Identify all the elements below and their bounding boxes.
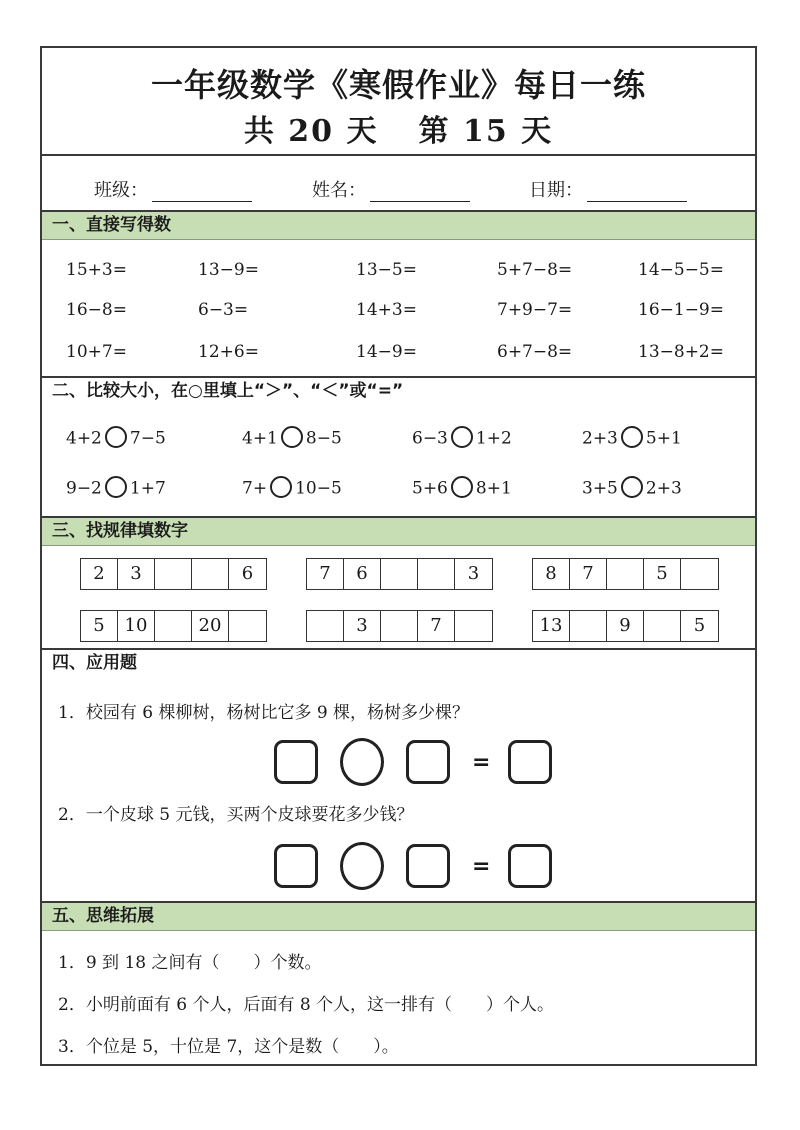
date-field[interactable] (529, 176, 687, 202)
pattern-cell[interactable]: 6 (344, 559, 381, 589)
name-blank[interactable] (370, 183, 470, 202)
pattern-cell[interactable] (570, 611, 607, 641)
pattern-cell[interactable] (192, 559, 229, 589)
arith-problem[interactable]: 13−8+2= (638, 342, 724, 362)
pattern-cell[interactable] (155, 559, 192, 589)
arith-problem[interactable]: 6+7−8= (497, 342, 573, 362)
comparison-item (66, 478, 166, 500)
right-expr: 5+1 (645, 428, 682, 449)
left-expr: 5+6 (412, 478, 448, 499)
class-label: 班级： (94, 180, 148, 201)
comparison-item (242, 478, 342, 500)
pattern-cell[interactable]: 5 (693, 615, 706, 636)
pattern-cell[interactable]: 8 (533, 559, 570, 589)
pattern-cell[interactable] (455, 611, 492, 641)
equals-sign: = (472, 853, 491, 879)
arith-problem[interactable]: 12+6= (198, 342, 259, 362)
word-problem-1: 1．校园有 6 棵柳树，杨树比它多 9 棵，杨树多少棵？ (58, 703, 470, 723)
total-days: 共 20 天 (243, 114, 379, 149)
result-box[interactable] (508, 844, 552, 888)
left-expr: 3+5 (582, 478, 618, 499)
compare-circle[interactable] (105, 426, 127, 448)
left-expr: 9−2 (66, 478, 102, 499)
compare-circle[interactable] (105, 476, 127, 498)
pattern-cell[interactable]: 7 (307, 559, 344, 589)
equation-template-1 (274, 738, 574, 786)
left-expr: 4+2 (66, 428, 102, 449)
student-info-row (42, 154, 755, 212)
comparison-item (242, 428, 342, 450)
answer-box[interactable] (274, 844, 318, 888)
pattern-cell[interactable]: 13 (533, 611, 570, 641)
pattern-cell[interactable]: 3 (467, 563, 480, 584)
compare-circle[interactable] (451, 476, 473, 498)
comparison-item (582, 478, 682, 500)
pattern-cell[interactable] (381, 559, 418, 589)
compare-circle[interactable] (621, 426, 643, 448)
operator-circle[interactable] (340, 738, 384, 786)
name-field[interactable] (312, 176, 470, 202)
section1-heading: 一、直接写得数 (42, 210, 755, 240)
date-label: 日期： (529, 180, 583, 201)
arith-problem[interactable]: 6−3= (198, 300, 249, 320)
arith-problem[interactable]: 14−9= (356, 342, 417, 362)
number-pattern (80, 558, 267, 590)
comparison-item (412, 478, 512, 500)
pattern-cell[interactable] (307, 611, 344, 641)
section4-heading: 四、应用题 (42, 648, 755, 678)
right-expr: 8−5 (305, 428, 342, 449)
comparison-item (412, 428, 512, 450)
right-expr: 2+3 (645, 478, 682, 499)
pattern-cell[interactable]: 2 (81, 559, 118, 589)
arith-problem[interactable]: 13−5= (356, 260, 417, 280)
arith-problem[interactable]: 14−5−5= (638, 260, 724, 280)
pattern-cell[interactable] (155, 611, 192, 641)
number-pattern (532, 558, 719, 590)
worksheet (40, 46, 757, 1066)
pattern-cell[interactable]: 5 (644, 559, 681, 589)
number-pattern (306, 610, 493, 642)
number-pattern (80, 610, 267, 642)
answer-box[interactable] (406, 844, 450, 888)
operator-circle[interactable] (340, 842, 384, 890)
arith-problem[interactable]: 14+3= (356, 300, 417, 320)
comparison-item (66, 428, 166, 450)
day-counter (42, 106, 755, 150)
equals-sign: = (472, 749, 491, 775)
pattern-cell[interactable] (681, 559, 718, 589)
arith-problem[interactable]: 16−1−9= (638, 300, 724, 320)
left-expr: 7+ (242, 478, 268, 499)
pattern-cell[interactable]: 7 (570, 559, 607, 589)
arith-problem[interactable]: 16−8= (66, 300, 127, 320)
thinking-question-3[interactable]: 3．个位是 5，十位是 7，这个是数（ ）。 (58, 1037, 399, 1057)
pattern-cell[interactable] (229, 611, 266, 641)
left-expr: 6−3 (412, 428, 448, 449)
result-box[interactable] (508, 740, 552, 784)
number-pattern (306, 558, 493, 590)
pattern-cell[interactable]: 20 (192, 611, 229, 641)
current-day: 第 15 天 (418, 114, 554, 149)
pattern-cell[interactable]: 3 (344, 611, 381, 641)
right-expr: 10−5 (295, 478, 342, 499)
pattern-cell[interactable]: 6 (241, 563, 254, 584)
number-pattern (532, 610, 719, 642)
arith-problem[interactable]: 7+9−7= (497, 300, 573, 320)
pattern-cell[interactable]: 9 (607, 611, 644, 641)
comparison-item (582, 428, 682, 450)
compare-circle[interactable] (621, 476, 643, 498)
right-expr: 1+2 (475, 428, 512, 449)
pattern-cell[interactable] (418, 559, 455, 589)
pattern-cell[interactable] (607, 559, 644, 589)
pattern-cell[interactable] (644, 611, 681, 641)
class-field[interactable] (94, 176, 252, 202)
right-expr: 1+7 (129, 478, 166, 499)
worksheet-title: 一年级数学《寒假作业》每日一练 (150, 66, 646, 104)
pattern-cell[interactable]: 3 (118, 559, 155, 589)
thinking-question-1[interactable]: 1．9 到 18 之间有（ ）个数。 (58, 953, 322, 973)
pattern-cell[interactable]: 5 (81, 611, 118, 641)
equation-template-2 (274, 842, 574, 890)
title-block (42, 48, 755, 156)
compare-circle[interactable] (451, 426, 473, 448)
compare-circle[interactable] (281, 426, 303, 448)
date-blank[interactable] (587, 183, 687, 202)
class-blank[interactable] (152, 183, 252, 202)
name-label: 姓名： (312, 180, 366, 201)
section3-heading: 三、找规律填数字 (42, 516, 755, 546)
arith-problem[interactable]: 15+3= (66, 260, 127, 280)
arith-problem[interactable]: 5+7−8= (497, 260, 573, 280)
section5-heading: 五、思维拓展 (42, 901, 755, 931)
word-problem-2: 2．一个皮球 5 元钱，买两个皮球要花多少钱？ (58, 805, 414, 825)
left-expr: 4+1 (242, 428, 278, 449)
pattern-cell[interactable]: 7 (418, 611, 455, 641)
arith-problem[interactable]: 13−9= (198, 260, 259, 280)
compare-circle[interactable] (270, 476, 292, 498)
left-expr: 2+3 (582, 428, 618, 449)
right-expr: 8+1 (475, 478, 512, 499)
thinking-question-2[interactable]: 2．小明前面有 6 个人，后面有 8 个人，这一排有（ ）个人。 (58, 995, 555, 1015)
arith-problem[interactable]: 10+7= (66, 342, 127, 362)
pattern-cell[interactable]: 10 (118, 611, 155, 641)
right-expr: 7−5 (129, 428, 166, 449)
pattern-cell[interactable] (381, 611, 418, 641)
answer-box[interactable] (274, 740, 318, 784)
section2-heading: 二、比较大小，在○里填上“＞”、“＜”或“=” (42, 376, 755, 406)
answer-box[interactable] (406, 740, 450, 784)
